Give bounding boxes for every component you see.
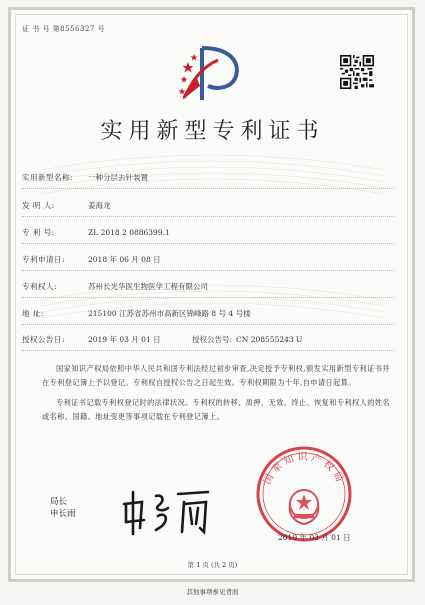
field-utility-model-name — [22, 172, 148, 183]
field-patentee — [22, 281, 208, 292]
body-paragraph: 国家知识产权局依照中华人民共和国专利法经过初步审查,决定授予专利权,颁发实用新型专利证书并在专利登记簿上予以登记。专利权自授权公告之日起生效。专利权期限为十年,自申请日起算。 — [42, 364, 390, 387]
signer-block — [50, 496, 76, 520]
field-application-date — [22, 254, 161, 265]
divider — [22, 350, 394, 351]
footer-note: 其他事项参见背面 — [186, 588, 239, 596]
field-value: 苏州长光华医生物医学工程有限公司 — [88, 282, 208, 291]
divider — [22, 324, 394, 325]
field-patent-number — [22, 227, 170, 238]
certificate-body — [42, 362, 390, 424]
field-inventor — [22, 200, 111, 211]
certificate-title: 实用新型专利证书 — [100, 119, 325, 144]
field-label: 专 利 号: — [22, 228, 55, 237]
field-grant-date-row — [22, 334, 302, 345]
field-value: 2019 年 03 月 01 日 — [88, 335, 161, 344]
patent-office-logo-icon — [178, 42, 240, 106]
field-label: 地 址: — [22, 309, 44, 318]
divider — [22, 188, 394, 189]
divider — [22, 270, 394, 271]
signer-title: 局长 — [50, 497, 68, 507]
official-seal — [254, 444, 354, 544]
national-emblem-icon — [290, 490, 319, 524]
divider — [22, 297, 394, 298]
field-value: ZL 2018 2 0886399.1 — [88, 228, 170, 237]
divider — [22, 216, 394, 217]
page-number: 第 1 页 (共 2 页) — [187, 561, 238, 569]
signer-name: 申长雨 — [50, 509, 76, 519]
certificate-number: 证 书 号 第8556327 号 — [22, 25, 106, 33]
field-label: 授权公告日: — [22, 335, 66, 344]
field-label: 专利权人: — [22, 282, 58, 291]
seal-date: 2019 年 03 月 01 日 — [278, 533, 351, 542]
seal-text: 国家知识产权局 — [262, 452, 346, 487]
body-paragraph: 专利证书记载专利权登记时的法律状况。专利权的转移、质押、无效、终止、恢复和专利权人的姓名或名称、国籍、地址变更等事项记载在专利登记簿上。 — [42, 398, 390, 421]
handwritten-signature — [118, 482, 214, 540]
field-value: 姜海龙 — [88, 201, 111, 210]
field-address — [22, 308, 251, 319]
field-value: CN 208555243 U — [236, 335, 303, 344]
field-label: 发 明 人: — [22, 201, 55, 210]
field-label: 专利申请日: — [22, 255, 66, 264]
field-value: 一种分层去针装置 — [88, 173, 148, 182]
field-label: 授权公告号: — [192, 335, 233, 344]
field-value: 215100 江苏省苏州市高新区锦峰路 8 号 4 号楼 — [88, 309, 251, 318]
divider — [22, 243, 394, 244]
field-value: 2018 年 06 月 08 日 — [88, 255, 161, 264]
qr-code-icon — [340, 55, 374, 89]
field-label: 实用新型名称: — [22, 173, 74, 182]
